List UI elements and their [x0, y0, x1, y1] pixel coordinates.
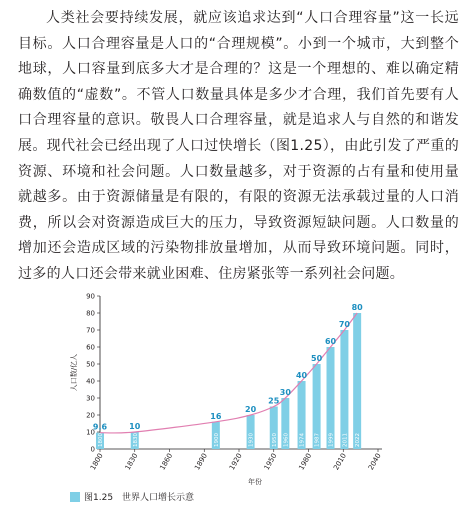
y-tick-label: 10 [86, 428, 95, 437]
x-tick-label: 1920 [227, 452, 244, 472]
paragraph: 人类社会要持续发展，就应该追求达到“人口合理容量”这一长远目标。人口合理容量是人口的“合理规模”。小到一个城市，大到整个地球，人口容量到底多大才是合理的？这是一个理想的、难以确定精确数值的“虚数”。不管人口数量具体是多少才合理，我们首先要有人口合理容量的意识。敬畏人口合理容量，就是追求人与自然的和谐发展。现代社会已经出现了人口过快增长（图1.25），由此引发了严重的资源、环境和社会问题。人口数量越多，对于资源的占有量和使用量就越多。由于资源储量是有限的，有限的资源无法承载过量的人口消费，所以会对资源造成巨大的压力，导致资源短缺问题。人口数量的增加还会造成区域的污染物排放量增加，从而导致环境问题。同时，过多的人口还会带来就业困难、住房紧张等一系列社会问题。 [18, 10, 459, 282]
x-tick-label: 1950 [262, 452, 279, 472]
x-tick-label: 2040 [366, 452, 383, 472]
bar-year-label: 1830 [132, 433, 139, 447]
bar [353, 313, 361, 449]
bar-year-label: 1900 [213, 433, 220, 447]
bar-value-label: 50 [311, 354, 323, 363]
chart-labels [93, 303, 363, 432]
bar-year-label: 1950 [271, 433, 278, 447]
bar-value-label: 30 [279, 388, 291, 397]
caption-square-icon [70, 492, 80, 502]
y-tick-label: 30 [86, 394, 95, 403]
y-tick-label: 60 [86, 343, 95, 352]
bar-year-label: 1974 [299, 433, 306, 447]
x-tick-label: 1800 [88, 452, 105, 472]
y-axis-title: 人口数/亿人 [70, 353, 78, 392]
y-tick-label: 90 [86, 292, 95, 301]
caption-text: 图1.25 世界人口增长示意 [84, 493, 195, 503]
bar-year-label: 1930 [248, 433, 255, 447]
population-chart [0, 282, 475, 488]
bar-value-label: 40 [295, 371, 308, 380]
y-tick-label: 20 [86, 411, 95, 420]
figure-caption [70, 490, 194, 503]
bar [340, 330, 348, 449]
bar-year-label: 1987 [314, 433, 321, 447]
bar-value-label: 25 [268, 396, 280, 406]
body-text [18, 6, 459, 288]
chart-axes [69, 293, 383, 487]
y-tick-label: 0 [90, 445, 95, 454]
bar-value-label: 10 [129, 422, 141, 431]
bar-year-label: 2011 [342, 433, 349, 447]
x-tick-label: 1830 [123, 452, 140, 472]
y-tick-label: 40 [86, 377, 95, 386]
bar-year-label: 1960 [283, 433, 290, 447]
bar-year-label: 1999 [328, 433, 335, 447]
bar-value-label: 60 [324, 337, 337, 346]
y-tick-label: 50 [86, 360, 95, 369]
x-tick-label: 1980 [297, 452, 314, 472]
x-tick-label: 2010 [332, 452, 348, 472]
bar-value-label: 9.6 [92, 422, 108, 432]
bar-year-label: 2022 [355, 433, 362, 447]
y-tick-label: 70 [86, 326, 95, 335]
bar-value-label: 16 [210, 411, 222, 421]
y-tick-label: 80 [86, 309, 95, 318]
x-axis-title: 年份 [248, 478, 262, 486]
bar-value-label: 20 [245, 405, 257, 414]
bar-year-label: 1800 [98, 433, 104, 447]
x-tick-label: 1890 [193, 452, 209, 472]
bar-value-label: 80 [351, 303, 363, 312]
x-tick-label: 1860 [158, 452, 175, 472]
bar-value-label: 70 [338, 320, 350, 329]
